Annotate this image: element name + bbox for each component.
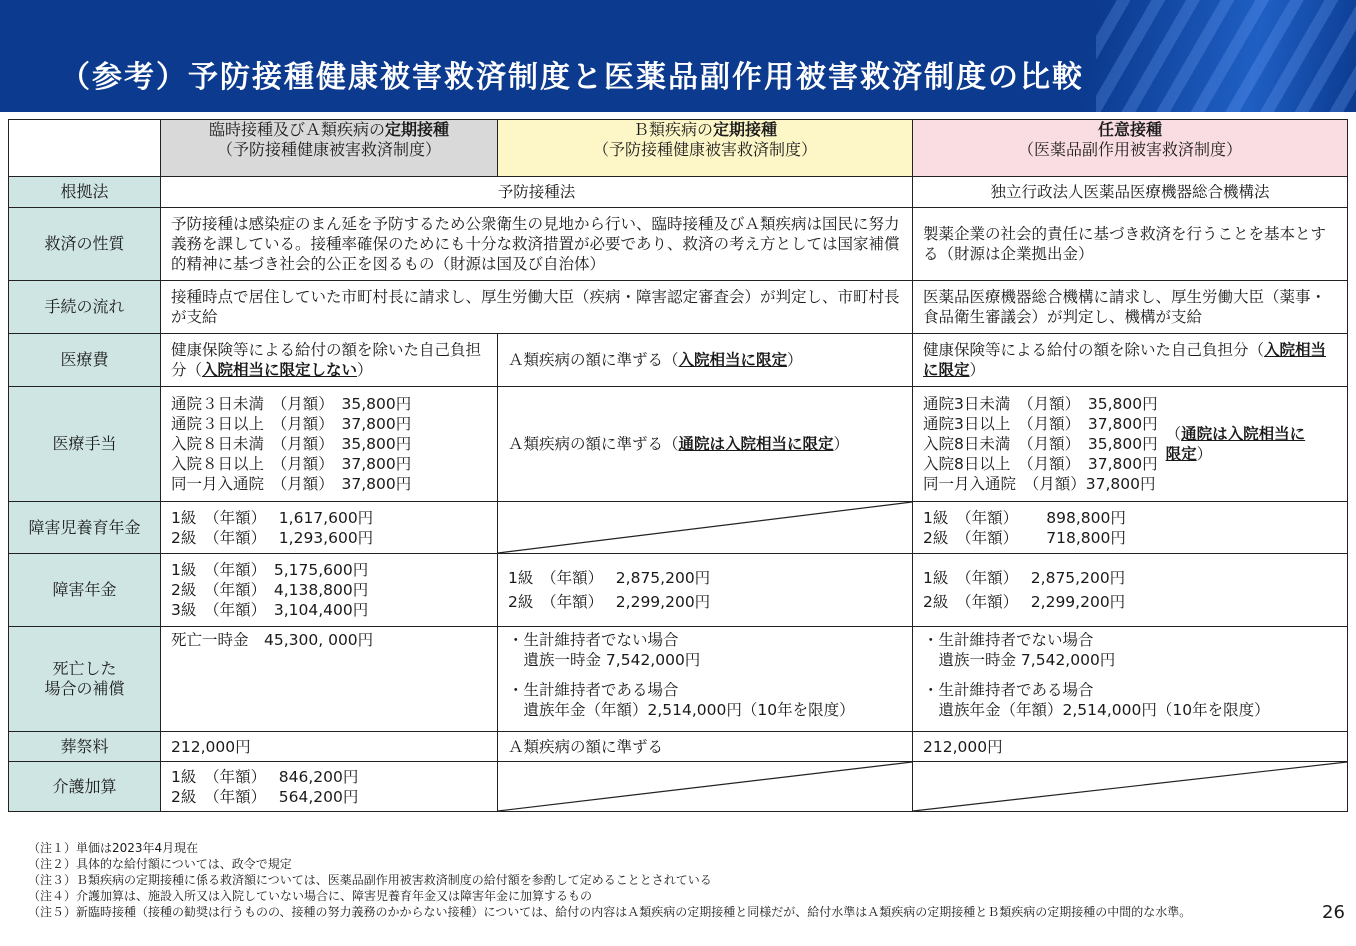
row-nature	[9, 208, 1348, 281]
cell-child-pension-col1: 1級 （年額） 1,617,600円 2級 （年額） 1,293,600円	[161, 502, 498, 554]
cell-medical-cost-col3: 健康保険等による給付の額を除いた自己負担分（入院相当に限定）	[913, 334, 1348, 387]
cell-care-col1: 1級 （年額） 846,200円 2級 （年額） 564,200円	[161, 762, 498, 812]
cell-funeral-col1: 212,000円	[161, 732, 498, 762]
cell-medical-cost-col1: 健康保険等による給付の額を除いた自己負担分（入院相当に限定しない）	[161, 334, 498, 387]
banner-stripe-decoration	[1096, 0, 1356, 112]
row-death	[9, 627, 1348, 732]
cell-funeral-col3: 212,000円	[913, 732, 1348, 762]
cell-medical-allowance-col1: 通院３日未満 （月額） 35,800円 通院３日以上 （月額） 37,800円 入院８日未満 （月額） 35,800円 入院８日以上 （月額） 37,800円 同一月入通院 （月額） 37,800円	[161, 387, 498, 502]
header-bold: 定期接種	[713, 120, 778, 139]
column-header-routine-b: Ｂ類疾病の定期接種 （予防接種健康被害救済制度）	[498, 120, 913, 177]
row-label-disability-pension: 障害年金	[9, 554, 161, 627]
diagonal-slash	[498, 502, 912, 553]
diagonal-slash	[913, 762, 1347, 811]
row-label-funeral: 葬祭料	[9, 732, 161, 762]
row-label-care: 介護加算	[9, 762, 161, 812]
row-funeral	[9, 732, 1348, 762]
comparison-table	[8, 119, 1348, 812]
corner-cell	[9, 120, 161, 177]
header-row	[9, 120, 1348, 177]
cell-funeral-col2: Ａ類疾病の額に準ずる	[498, 732, 913, 762]
cell-death-col2: ・生計維持者でない場合 遺族一時金 7,542,000円 ・生計維持者である場合 遺族年金（年額）2,514,000円（10年を限度）	[498, 627, 913, 732]
cell-death-col3: ・生計維持者でない場合 遺族一時金 7,542,000円 ・生計維持者である場合 遺族年金（年額）2,514,000円（10年を限度）	[913, 627, 1348, 732]
row-basis	[9, 177, 1348, 208]
cell-care-col2-empty	[498, 762, 913, 812]
footnote: （注２）具体的な給付額については、政令で規定	[28, 857, 292, 871]
row-care	[9, 762, 1348, 812]
cell-nature-drug: 製薬企業の社会的責任に基づき救済を行うことを基本とする（財源は企業拠出金）	[913, 208, 1348, 281]
cell-medical-cost-col2: Ａ類疾病の額に準ずる（入院相当に限定）	[498, 334, 913, 387]
row-disability-pension	[9, 554, 1348, 627]
row-label-medical-cost: 医療費	[9, 334, 161, 387]
row-label-medical-allowance: 医療手当	[9, 387, 161, 502]
row-label-procedure: 手続の流れ	[9, 281, 161, 334]
cell-death-col1: 死亡一時金 45,300, 000円	[161, 627, 498, 732]
row-label-child-pension: 障害児養育年金	[9, 502, 161, 554]
header-bold: 任意接種	[1097, 120, 1162, 139]
cell-child-pension-col2-empty	[498, 502, 913, 554]
footnote: （注３）Ｂ類疾病の定期接種に係る救済額については、医薬品副作用被害救済制度の給付額を参酌して定めることとされている	[28, 873, 712, 887]
row-medical-cost	[9, 334, 1348, 387]
column-header-routine-a: 臨時接種及びＡ類疾病の定期接種 （予防接種健康被害救済制度）	[161, 120, 498, 177]
cell-disability-pension-col2: 1級 （年額） 2,875,200円 2級 （年額） 2,299,200円	[498, 554, 913, 627]
row-child-pension	[9, 502, 1348, 554]
cell-procedure-drug: 医薬品医療機器総合機構に請求し、厚生労働大臣（薬事・食品衛生審議会）が判定し、機構が支給	[913, 281, 1348, 334]
page-title: （参考）予防接種健康被害救済制度と医薬品副作用被害救済制度の比較	[60, 60, 1084, 95]
cell-basis-drug: 独立行政法人医薬品医療機器総合機構法	[913, 177, 1348, 208]
cell-disability-pension-col3: 1級 （年額） 2,875,200円 2級 （年額） 2,299,200円	[913, 554, 1348, 627]
title-banner	[0, 0, 1356, 112]
row-label-basis: 根拠法	[9, 177, 161, 208]
row-label-nature: 救済の性質	[9, 208, 161, 281]
footnote: （注４）介護加算は、施設入所又は入院していない場合に、障害児養育年金又は障害年金に加算するもの	[28, 889, 593, 903]
cell-disability-pension-col1: 1級 （年額） 5,175,600円 2級 （年額） 4,138,800円 3級 （年額） 3,104,400円	[161, 554, 498, 627]
cell-procedure-vaccination: 接種時点で居住していた市町村長に請求し、厚生労働大臣（疾病・障害認定審査会）が判定し、市町村長が支給	[161, 281, 913, 334]
column-header-voluntary: 任意接種 （医薬品副作用被害救済制度）	[913, 120, 1348, 177]
header-bold: 定期接種	[385, 120, 450, 139]
cell-basis-vaccination: 予防接種法	[161, 177, 913, 208]
footnotes	[28, 840, 1191, 920]
medical-allowance-note: （通院は入院相当に限定）	[1165, 425, 1306, 463]
footnote: （注５）新臨時接種（接種の勧奨は行うものの、接種の努力義務のかからない接種）については、給付の内容はＡ類疾病の定期接種と同様だが、給付水準はＡ類疾病の定期接種とＢ類疾病の定期接種の中間的な水準。	[28, 905, 1192, 919]
diagonal-slash	[498, 762, 912, 811]
cell-medical-allowance-col3: 通院3日未満 （月額） 35,800円 通院3日以上 （月額） 37,800円 入院8日未満 （月額） 35,800円 入院8日以上 （月額） 37,800円 同一月入通院 （月額）37,800円 （通院は入院相当に限定）	[913, 387, 1348, 502]
page-number: 26	[1322, 902, 1345, 923]
row-procedure	[9, 281, 1348, 334]
row-medical-allowance	[9, 387, 1348, 502]
footnote: （注１）単価は2023年4月現在	[28, 841, 199, 855]
cell-medical-allowance-col2: Ａ類疾病の額に準ずる（通院は入院相当に限定）	[498, 387, 913, 502]
cell-child-pension-col3: 1級 （年額） 898,800円 2級 （年額） 718,800円	[913, 502, 1348, 554]
cell-care-col3-empty	[913, 762, 1348, 812]
cell-nature-vaccination: 予防接種は感染症のまん延を予防するため公衆衛生の見地から行い、臨時接種及びＡ類疾病は国民に努力義務を課している。接種率確保のためにも十分な救済措置が必要であり、救済の考え方としては国家補償的精神に基づき社会的公正を図るもの（財源は国及び自治体）	[161, 208, 913, 281]
row-label-death: 死亡した 場合の補償	[9, 627, 161, 732]
